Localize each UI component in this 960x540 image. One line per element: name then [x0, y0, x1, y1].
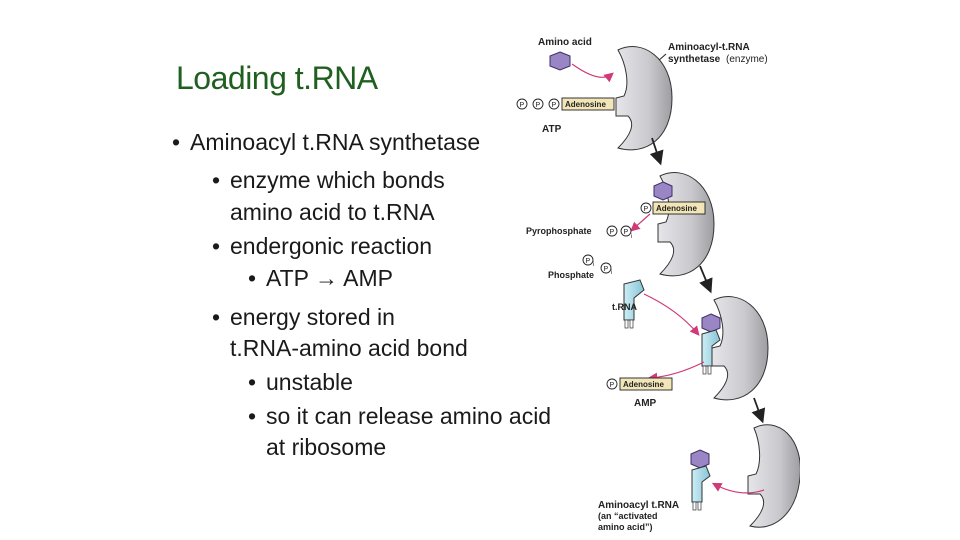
trna-molecule — [692, 466, 710, 510]
bullet-text: unstable — [266, 369, 353, 395]
phosphate-p: P — [585, 258, 591, 265]
bullet-dot: • — [248, 265, 257, 291]
trna-label: t.RNA — [612, 302, 637, 312]
subscript-i: i — [611, 270, 613, 276]
bullet-continuation: t.RNA-amino acid bond — [230, 335, 468, 361]
pink-arrow — [632, 214, 650, 230]
phosphate-p: P — [623, 229, 629, 236]
phosphate-p: P — [535, 102, 541, 109]
step-arrow — [700, 266, 710, 290]
bullet-dot: • — [248, 369, 257, 395]
adenosine-label: Adenosine — [565, 100, 606, 109]
amp-adenosine-bound — [641, 202, 705, 214]
enzyme-label-paren: (enzyme) — [726, 54, 768, 65]
amino-acid-shape — [654, 182, 672, 200]
bullet-dot: • — [212, 304, 221, 330]
phosphate-p: P — [519, 102, 525, 109]
slide-title: Loading t.RNA — [176, 60, 378, 96]
bullet-item — [248, 264, 393, 292]
trna-loading-diagram — [500, 28, 800, 538]
bullet-text: endergonic reaction — [230, 233, 433, 259]
amino-acid-shape — [691, 450, 709, 468]
phosphate-p: P — [609, 382, 615, 389]
bullet-text: so it can release amino acid — [266, 403, 552, 429]
product-label: amino acid”) — [598, 522, 653, 532]
amino-acid-shape — [550, 52, 570, 70]
bullet-item — [248, 368, 353, 396]
enzyme-label: synthetase — [668, 54, 721, 65]
bullet-item — [172, 128, 480, 156]
enzyme-shape — [616, 47, 672, 150]
pink-arrow — [650, 362, 704, 378]
phosphate-p: P — [551, 102, 557, 109]
atp-molecule — [517, 98, 614, 110]
pink-arrow — [572, 64, 612, 77]
pink-arrow — [644, 294, 698, 334]
phosphate-p: P — [603, 266, 609, 273]
enzyme-shape — [748, 425, 800, 527]
amp-label: AMP — [634, 398, 657, 409]
adenosine-label: Adenosine — [623, 380, 664, 389]
bullet-text: Aminoacyl t.RNA synthetase — [190, 129, 481, 155]
enzyme-label: Aminoacyl-t.RNA — [668, 42, 750, 53]
bullet-text: enzyme which bonds — [230, 167, 445, 193]
pyrophosphate-label: Pyrophosphate — [526, 226, 592, 236]
phosphate-p: P — [643, 206, 649, 213]
bullet-item — [212, 166, 445, 194]
bullet-dot: • — [212, 167, 221, 193]
bullet-dot: • — [212, 233, 221, 259]
bullet-continuation: at ribosome — [266, 434, 387, 460]
enzyme-shape — [712, 297, 768, 400]
amp-molecule — [607, 378, 672, 390]
step-arrow — [652, 138, 660, 162]
step-arrow — [754, 398, 762, 420]
bullet-item — [212, 232, 432, 260]
subscript-i: i — [631, 234, 633, 240]
amino-acid-shape — [702, 314, 720, 332]
bullet-dot: • — [172, 129, 181, 155]
phosphate-label: Phosphate — [548, 270, 595, 280]
bullet-item — [212, 303, 395, 331]
bullet-text: ATP → AMP — [266, 265, 393, 291]
adenosine-label: Adenosine — [656, 204, 697, 213]
product-label: (an “activated — [598, 511, 658, 521]
phosphate-p: P — [609, 229, 615, 236]
bullet-dot: • — [248, 403, 257, 429]
amino-acid-label: Amino acid — [538, 37, 592, 48]
bullet-continuation: amino acid to t.RNA — [230, 199, 435, 225]
subscript-i: i — [593, 262, 595, 268]
bullet-text: energy stored in — [230, 304, 395, 330]
product-label: Aminoacyl t.RNA — [598, 500, 680, 511]
atp-label: ATP — [542, 124, 562, 135]
